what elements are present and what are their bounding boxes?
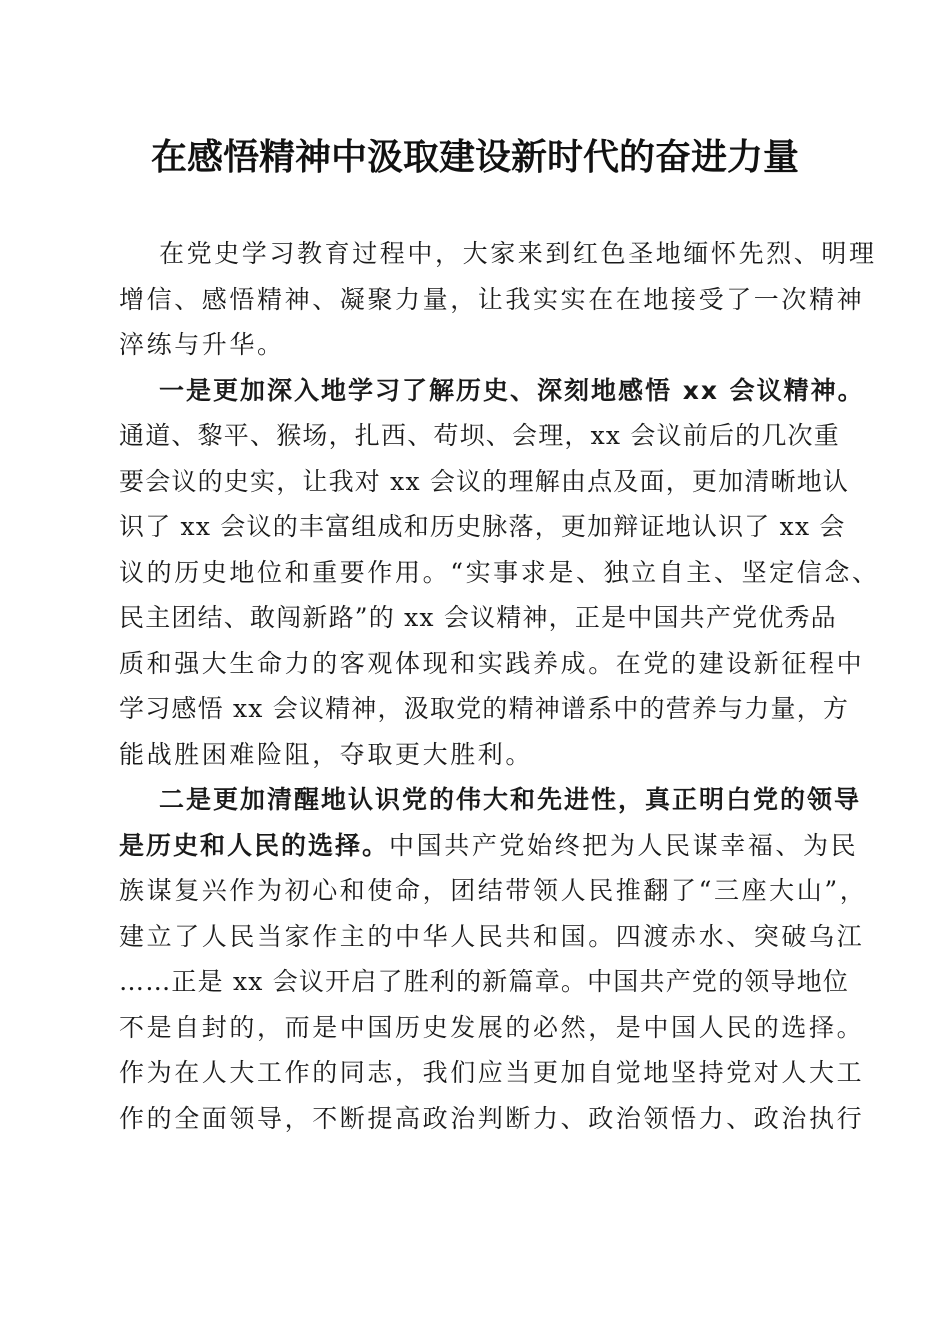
paragraph-2-line-3: 要会议的史实，让我对 xx 会议的理解由点及面，更加清晰地认 [119,466,850,496]
paragraph-1-line-2: 增信、感悟精神、凝聚力量，让我实实在在地接受了一次精神 [119,284,865,314]
paragraph-3-line-4: 建立了人民当家作主的中华人民共和国。四渡赤水、突破乌江 [119,921,865,951]
paragraph-2-heading: 一是更加深入地学习了解历史、深刻地感悟 xx 会议精神。 [159,375,865,405]
paragraph-2-line-5: 议的历史地位和重要作用。“实事求是、独立自主、坚定信念、 [119,557,880,587]
paragraph-1-line-3: 淬练与升华。 [119,330,285,359]
paragraph-3-heading: 二是更加清醒地认识党的伟大和先进性，真正明白党的领导 [159,785,862,814]
paragraph-2-line-6: 民主团结、敢闯新路”的 xx 会议精神，正是中国共产党优秀品 [119,603,837,632]
paragraph-2-line-9: 能战胜困难险阻，夺取更大胜利。 [119,739,534,769]
paragraph-3-line-2 [119,823,859,869]
paragraph-3-line-2-text: 中国共产党始终把为人民谋幸福、为民 [389,830,859,860]
document-body [119,231,880,1141]
paragraph-3-line-7: 作为在人大工作的同志，我们应当更加自觉地坚持党对人大工 [119,1058,865,1087]
paragraph-3-line-5: ……正是 xx 会议开启了胜利的新篇章。中国共产党的领导地位 [119,967,850,996]
paragraph-3-line-6: 不是自封的，而是中国历史发展的必然，是中国人民的选择。 [119,1012,865,1042]
paragraph-2-line-4: 识了 xx 会议的丰富组成和历史脉落，更加辩证地认识了 xx 会 [119,512,846,541]
paragraph-1-line-1: 在党史学习教育过程中，大家来到红色圣地缅怀先烈、明理 [159,239,877,268]
paragraph-2-line-7: 质和强大生命力的客观体现和实践养成。在党的建设新征程中 [119,648,865,678]
paragraph-3-line-8: 作的全面领导，不断提高政治判断力、政治领悟力、政治执行 [119,1103,865,1133]
paragraph-2-line-8: 学习感悟 xx 会议精神，汲取党的精神谱系中的营养与力量，方 [119,694,850,723]
document-title: 在感悟精神中汲取建设新时代的奋进力量 [150,137,799,178]
paragraph-3-line-3: 族谋复兴作为初心和使命，团结带领人民推翻了“三座大山”， [119,876,868,905]
paragraph-2-line-2: 通道、黎平、猴场，扎西、苟坝、会理，xx 会议前后的几次重 [119,421,840,450]
paragraph-3-heading-end: 是历史和人民的选择。 [119,830,390,860]
